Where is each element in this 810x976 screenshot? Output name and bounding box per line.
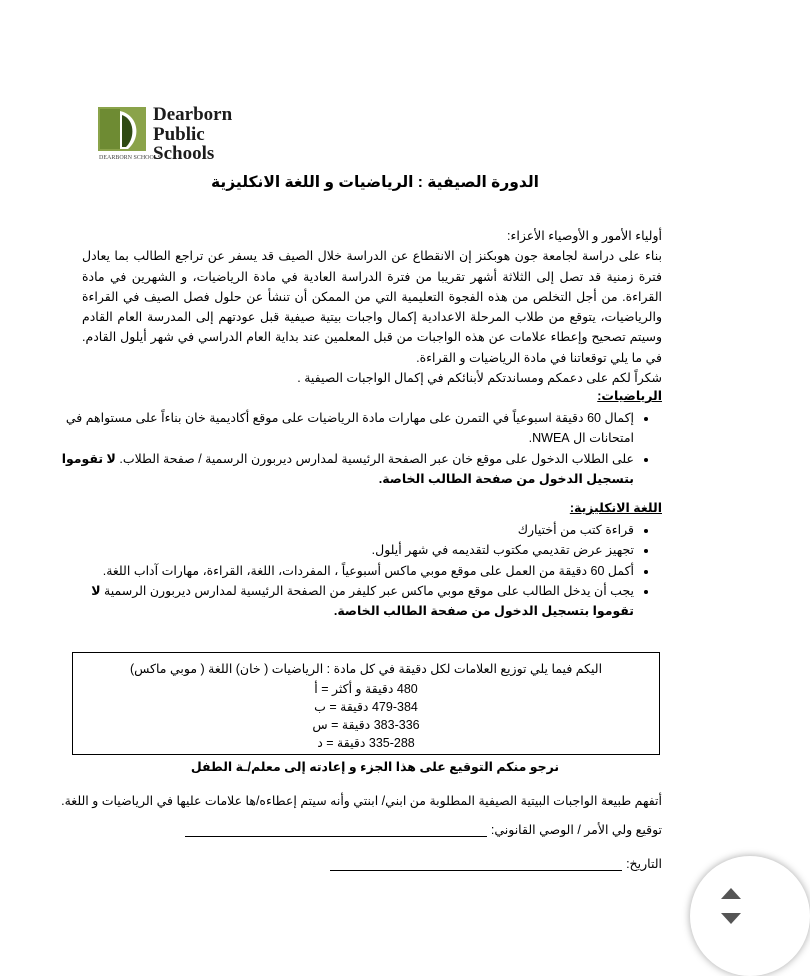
greeting: أولياء الأمور و الأوصياء الأعزاء: (507, 229, 662, 243)
list-item (59, 540, 634, 560)
english-item-2: تجهيز عرض تقديمي مكتوب لتقديمه في شهر أيلول. (371, 543, 634, 558)
logo-line-1: Dearborn (153, 104, 233, 125)
grade-row-b: 479-384 دقيقة = ب (314, 700, 418, 714)
list-item (59, 520, 634, 540)
grade-row-c: 383-336 دقيقة = س (312, 718, 420, 732)
math-item-2-bold: لا تقوموا بتسجيل الدخول من صفحة الطالب الخاصة. (61, 451, 634, 486)
logo-line-3: Schools (153, 143, 215, 164)
logo-mark-icon (98, 107, 161, 161)
signature-field[interactable] (185, 824, 487, 837)
list-item (59, 581, 634, 622)
english-item-4: يجب أن يدخل الطالب على موقع موبي ماكس عبر كليفر من الصفحة الرئيسية لمدارس ديربورن الرسمية (104, 583, 634, 598)
date-row (330, 856, 662, 871)
english-item-4-bold: لا تقوموا بتسجيل الدخول من صفحة الطالب الخاصة. (91, 583, 634, 619)
date-field[interactable] (330, 858, 622, 871)
english-heading: اللغة الانكليزية: (569, 501, 662, 515)
math-item-1: إكمال 60 دقيقة اسبوعياً في التمرن على مهارات مادة الرياضيات على موقع أكاديمية خان بناءاً على مستواهم في امتحانات ال NWEA. (65, 411, 634, 446)
date-label: التاريخ: (626, 857, 662, 871)
svg-text:DEARBORN SCHOOLS: DEARBORN SCHOOLS (99, 155, 161, 161)
math-item-2: على الطلاب الدخول على موقع خان عبر الصفحة الرئيسية لمدارس ديربورن الرسمية / صفحة الطلاب. (119, 451, 634, 466)
scroll-up-icon[interactable] (721, 888, 741, 899)
intro-section (82, 226, 662, 388)
list-item (59, 449, 634, 490)
document-title: الدورة الصيفية : الرياضيات و اللغة الانكليزية (211, 174, 539, 191)
list-item (59, 561, 634, 581)
list-item (59, 408, 634, 449)
math-list (59, 408, 662, 489)
english-item-3: أكمل 60 دقيقة من العمل على موقع موبي ماكس أسبوعياً ، المفردات، اللغة، القراءة، مهارات آداب اللغة. (102, 563, 634, 578)
english-item-1: قراءة كتب من أختيارك (517, 523, 634, 537)
page-scroll-control (690, 856, 810, 976)
math-heading: الرياضيات: (597, 389, 662, 403)
grade-row-a: 480 دقيقة و أكثر = أ (314, 682, 418, 696)
school-logo (98, 105, 238, 163)
logo-line-2: Public (153, 123, 205, 145)
english-list (59, 520, 662, 621)
scroll-down-icon[interactable] (721, 913, 741, 924)
intro-thanks: شكراً لكم على دعمكم ومساندتكم لأبنائكم في إكمال الواجبات الصيفية . (297, 371, 662, 386)
acknowledgement-text: أتفهم طبيعة الواجبات البيتية الصيفية المطلوبة من ابني/ ابنتي وأنه سيتم إعطاءه/ها علامات عليها في الرياضيات و اللغة. (61, 794, 662, 808)
sign-instruction: نرجو منكم التوقيع على هذا الجزء و إعادته إلى معلم/ـة الطفل (190, 760, 560, 774)
signature-label: توقيع ولي الأمر / الوصي القانوني: (490, 823, 662, 837)
logo-text (153, 105, 232, 164)
grade-row-d: 335-288 دقيقة = د (317, 736, 415, 750)
signature-row (185, 822, 662, 837)
grades-heading: اليكم فيما يلي توزيع العلامات لكل دقيقة في كل مادة : الرياضيات ( خان) اللغة ( موبي ماكس) (129, 662, 603, 676)
grades-box (72, 652, 660, 755)
intro-body: بناء على دراسة لجامعة جون هوبكنز إن الانقطاع عن الدراسة خلال الصيف قد يسفر عن تراجع الطالب بما يعادل فترة زمنية قد تصل إلى الثلاثة أشهر تقريبا من فترة الدراسة العادية في مادة الرياضيات، و الشهرين في مادة القراءة. من أجل التخلص من هذه الفجوة التعليمية التي من الممكن أن تنشأ عن حلول فصل الصيف في القراءة والرياضيات، يتوقع من طلاب المرحلة الاعدادية إكمال واجبات بيتية صيفية قبل عودتهم إلى المدرسة العام القادم وسيتم تصحيح وإعطاء علامات عن هذه الواجبات من قبل المعلمين عند بداية العام الدراسي في شهر أيلول القادم. في ما يلي توقعاتنا في مادة الرياضيات و القراءة. (82, 249, 662, 365)
